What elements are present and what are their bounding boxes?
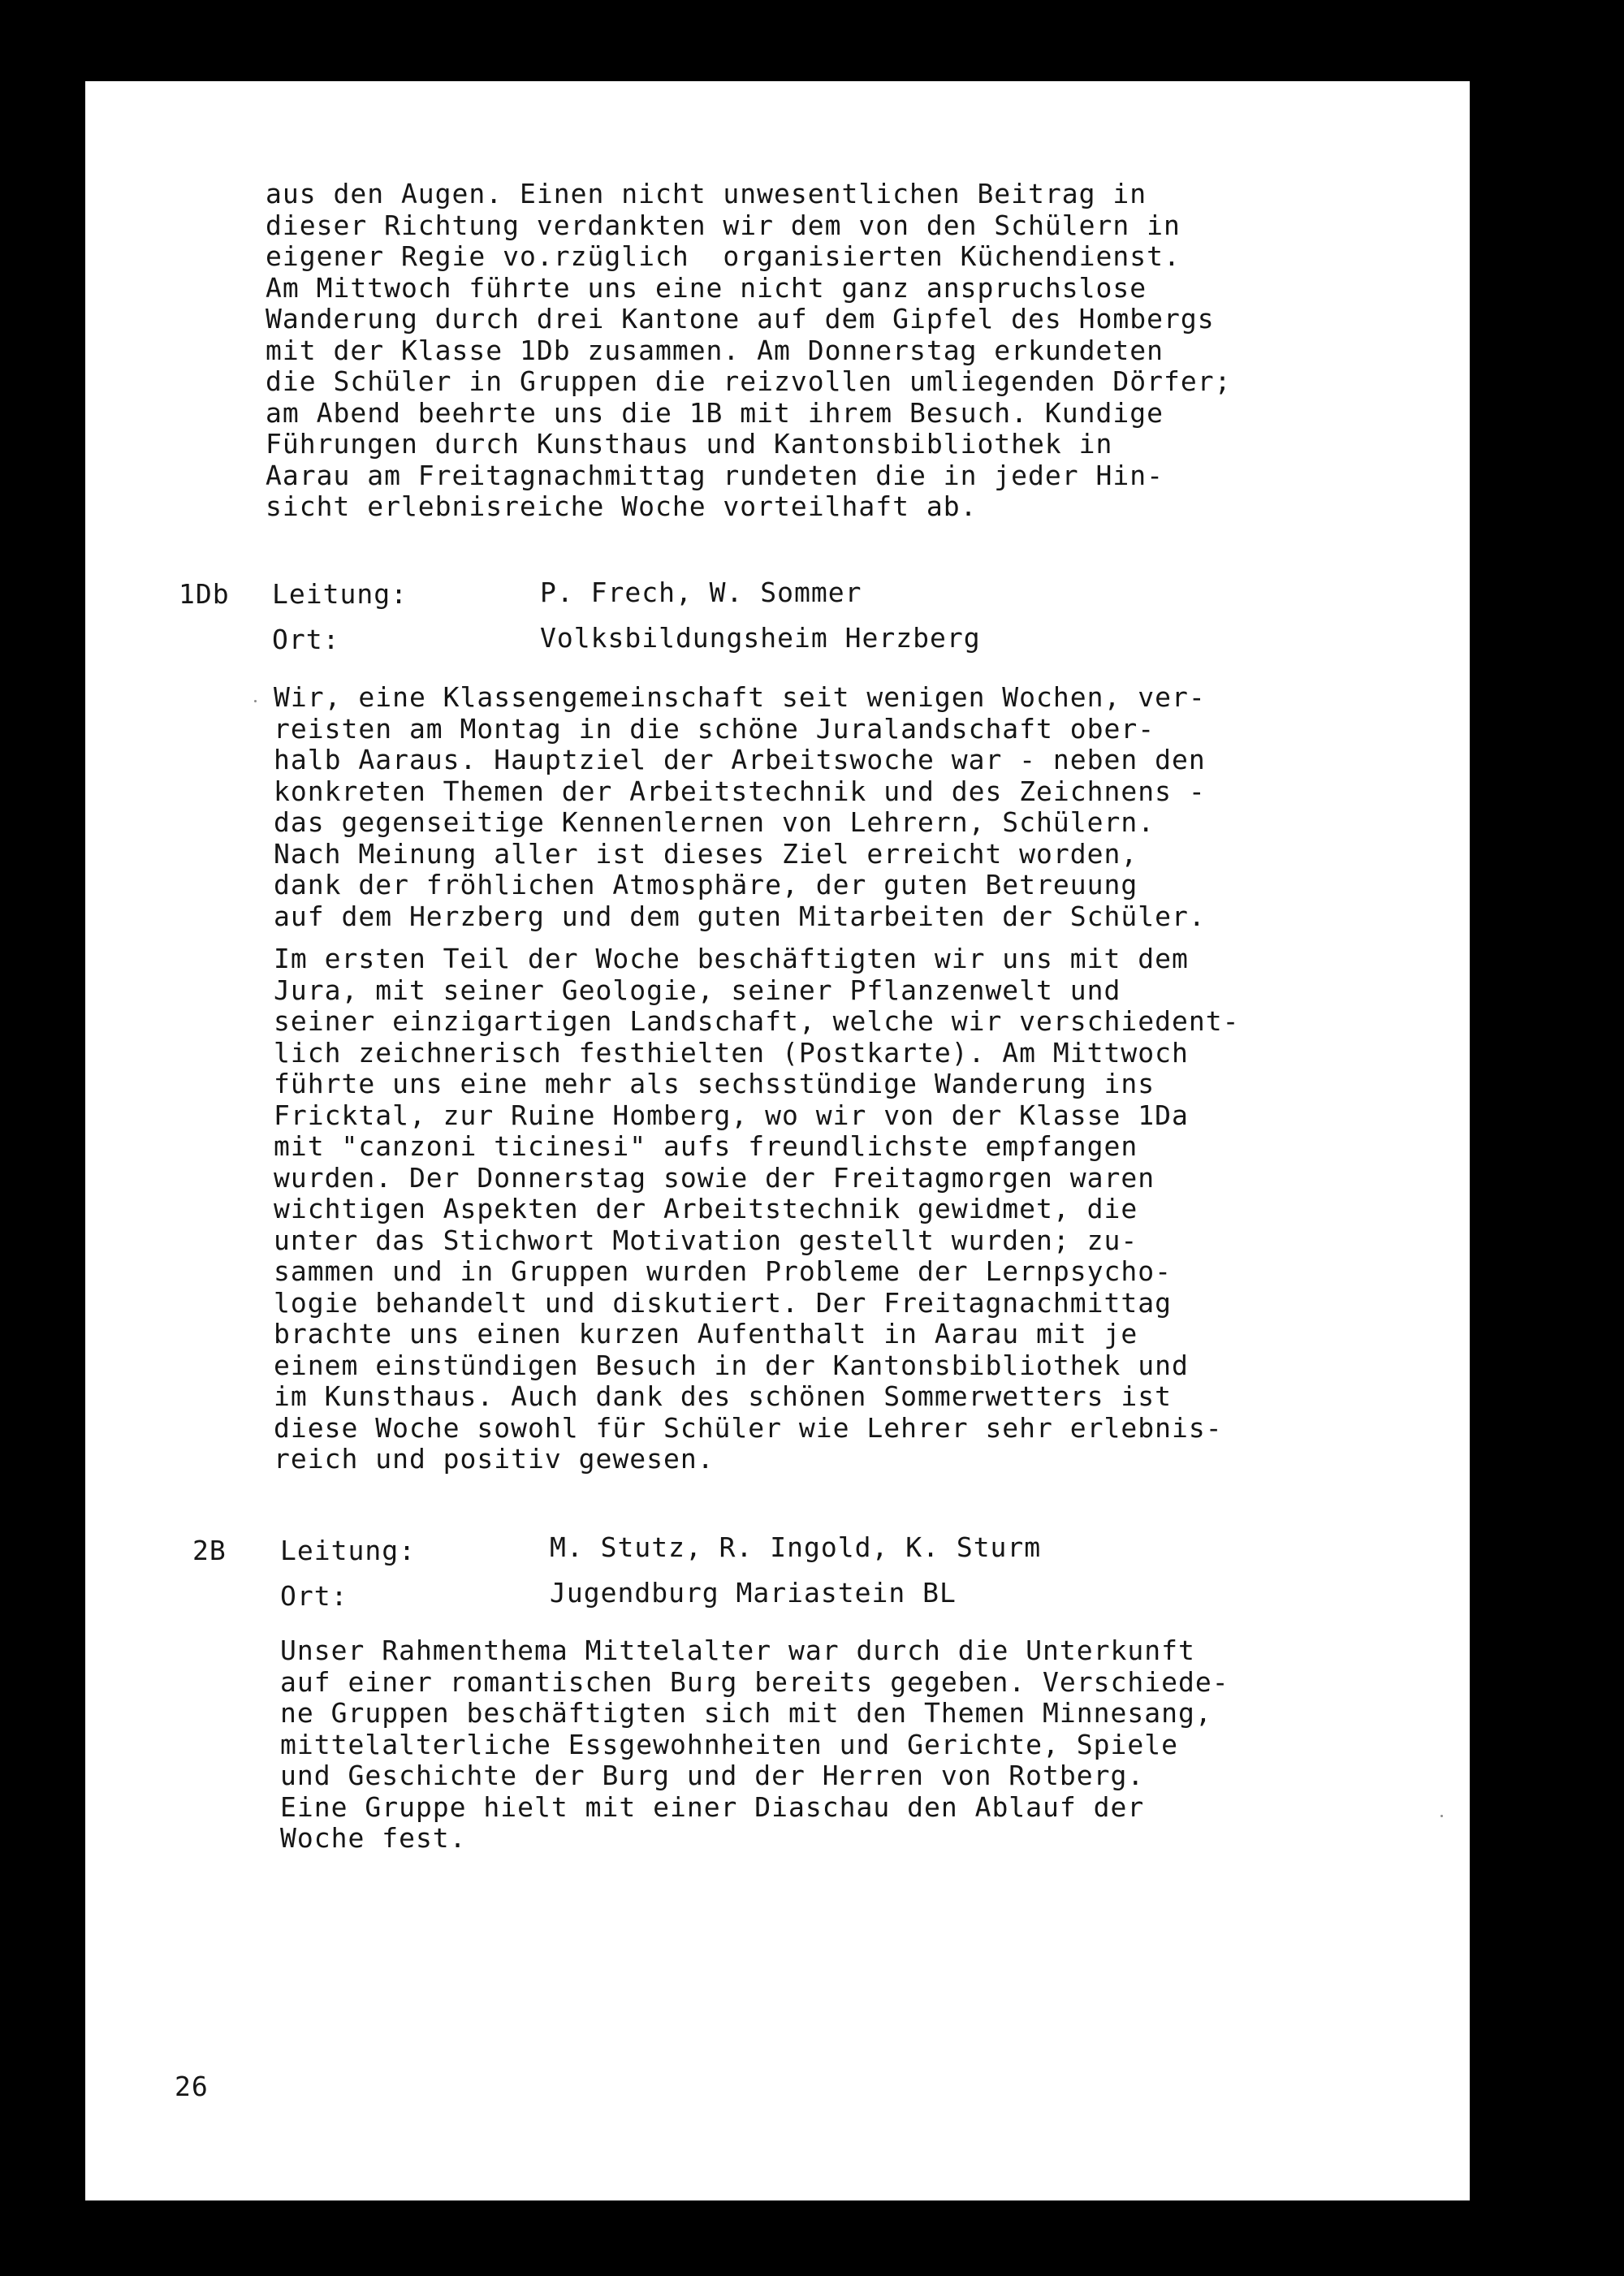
text-line: die Schüler in Gruppen die reizvollen umliegenden Dörfer; bbox=[266, 365, 1232, 397]
text-line: sammen und in Gruppen wurden Probleme der Lernpsycho- bbox=[274, 1255, 1172, 1287]
ort-value: Volksbildungsheim Herzberg bbox=[540, 622, 981, 654]
text-line: unter das Stichwort Motivation gestellt wurden; zu- bbox=[274, 1224, 1138, 1256]
scan-speck bbox=[254, 700, 257, 702]
text-line: Im ersten Teil der Woche beschäftigten wir uns mit dem bbox=[274, 943, 1189, 974]
class-label: 1Db bbox=[179, 578, 230, 610]
intro-paragraph bbox=[266, 179, 1231, 523]
text-line: Unser Rahmenthema Mittelalter war durch die Unterkunft bbox=[280, 1635, 1195, 1666]
text-line: und Geschichte der Burg und der Herren von Rotberg. bbox=[280, 1760, 1145, 1791]
text-line: Wanderung durch drei Kantone auf dem Gipfel des Hombergs bbox=[266, 303, 1215, 335]
text-line: Nach Meinung aller ist dieses Ziel erreicht worden, bbox=[274, 837, 1138, 870]
ort-key: Ort: bbox=[280, 1580, 348, 1612]
text-line: eigener Regie vo.rzüglich organisierten Küchendienst. bbox=[266, 240, 1181, 272]
text-line: mit der Klasse 1Db zusammen. Am Donnerstag erkundeten bbox=[266, 334, 1164, 366]
text-line: im Kunsthaus. Auch dank des schönen Sommerwetters ist bbox=[274, 1380, 1172, 1412]
document-page bbox=[85, 81, 1470, 2200]
text-line: mittelalterliche Essgewohnheiten und Gerichte, Spiele bbox=[280, 1728, 1178, 1760]
text-line: Aarau am Freitagnachmittag rundeten die in jeder Hin- bbox=[266, 459, 1164, 491]
text-line: Eine Gruppe hielt mit einer Diaschau den Ablauf der bbox=[280, 1790, 1145, 1823]
text-line: ne Gruppen beschäftigten sich mit den Themen Minnesang, bbox=[280, 1697, 1212, 1729]
scan-speck bbox=[1440, 1815, 1443, 1817]
text-line: diese Woche sowohl für Schüler wie Lehrer sehr erlebnis- bbox=[274, 1411, 1223, 1444]
text-line: Fricktal, zur Ruine Homberg, wo wir von der Klasse 1Da bbox=[274, 1099, 1189, 1131]
text-line: mit "canzoni ticinesi" aufs freundlichste empfangen bbox=[274, 1130, 1138, 1162]
text-line: wichtigen Aspekten der Arbeitstechnik gewidmet, die bbox=[274, 1193, 1138, 1224]
text-line: seiner einzigartigen Landschaft, welche wir verschiedent- bbox=[274, 1005, 1240, 1037]
text-line: logie behandelt und diskutiert. Der Freitagnachmittag bbox=[274, 1286, 1172, 1319]
ort-key: Ort: bbox=[272, 624, 340, 655]
section-paragraph bbox=[274, 682, 1206, 932]
text-line: lich zeichnerisch festhielten (Postkarte). Am Mittwoch bbox=[274, 1036, 1189, 1069]
section-paragraph bbox=[274, 944, 1239, 1475]
text-line: auf einer romantischen Burg bereits gegeben. Verschiede- bbox=[280, 1665, 1229, 1698]
section-paragraph bbox=[280, 1635, 1229, 1855]
page-number: 26 bbox=[175, 2071, 209, 2102]
text-line: sicht erlebnisreiche Woche vorteilhaft ab. bbox=[266, 490, 978, 522]
text-line: wurden. Der Donnerstag sowie der Freitagmorgen waren bbox=[274, 1161, 1155, 1194]
text-line: Woche fest. bbox=[280, 1822, 467, 1854]
text-line: dieser Richtung verdankten wir dem von den Schülern in bbox=[266, 209, 1181, 241]
text-line: reich und positiv gewesen. bbox=[274, 1443, 715, 1475]
text-line: aus den Augen. Einen nicht unwesentlichen Beitrag in bbox=[266, 178, 1147, 209]
text-line: auf dem Herzberg und dem guten Mitarbeiten der Schüler. bbox=[274, 900, 1206, 932]
text-line: Am Mittwoch führte uns eine nicht ganz anspruchslose bbox=[266, 271, 1147, 304]
text-line: halb Aaraus. Hauptziel der Arbeitswoche war - neben den bbox=[274, 744, 1206, 775]
text-line: führte uns eine mehr als sechsstündige Wanderung ins bbox=[274, 1068, 1155, 1099]
text-line: Jura, mit seiner Geologie, seiner Pflanzenwelt und bbox=[274, 974, 1121, 1006]
text-line: am Abend beehrte uns die 1B mit ihrem Besuch. Kundige bbox=[266, 396, 1164, 429]
leitung-key: Leitung: bbox=[272, 578, 408, 610]
text-line: Führungen durch Kunsthaus und Kantonsbibliothek in bbox=[266, 428, 1113, 460]
text-line: reisten am Montag in die schöne Juralandschaft ober- bbox=[274, 712, 1155, 745]
leitung-key: Leitung: bbox=[280, 1535, 416, 1566]
text-line: konkreten Themen der Arbeitstechnik und des Zeichnens - bbox=[274, 775, 1206, 807]
class-label: 2B bbox=[192, 1535, 227, 1566]
text-line: brachte uns einen kurzen Aufenthalt in Aarau mit je bbox=[274, 1318, 1138, 1350]
leitung-value: P. Frech, W. Sommer bbox=[540, 577, 862, 608]
text-line: einem einstündigen Besuch in der Kantonsbibliothek und bbox=[274, 1349, 1189, 1381]
text-line: dank der fröhlichen Atmosphäre, der guten Betreuung bbox=[274, 869, 1138, 900]
text-line: das gegenseitige Kennenlernen von Lehrern, Schülern. bbox=[274, 806, 1155, 838]
leitung-value: M. Stutz, R. Ingold, K. Sturm bbox=[550, 1531, 1042, 1563]
ort-value: Jugendburg Mariastein BL bbox=[550, 1577, 957, 1609]
text-line: Wir, eine Klassengemeinschaft seit wenigen Wochen, ver- bbox=[274, 681, 1206, 713]
